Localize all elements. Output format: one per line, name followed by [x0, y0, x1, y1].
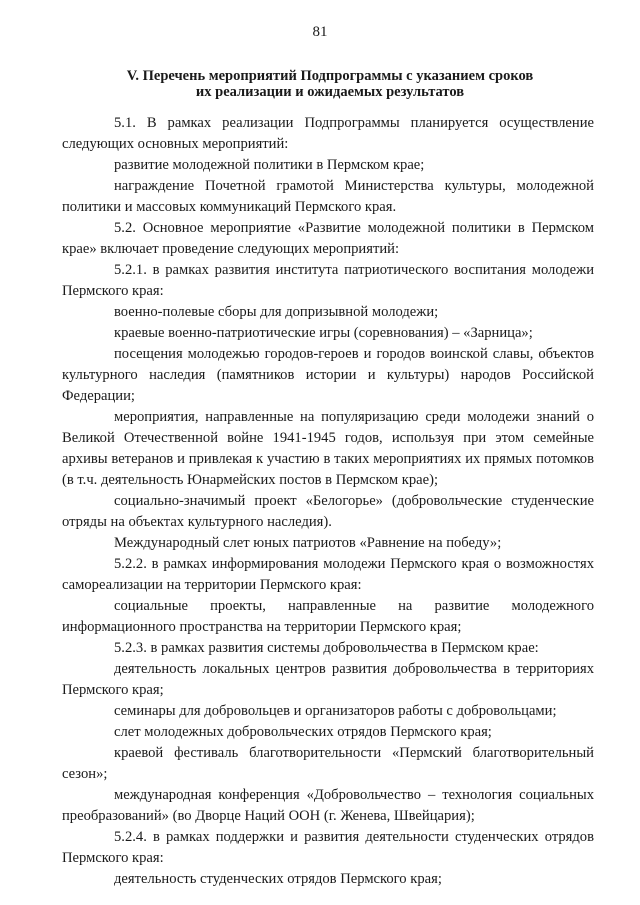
paragraph: 5.2.2. в рамках информирования молодежи Пермского края о возможностях самореализации на территории Пермского края:: [62, 556, 594, 593]
paragraph: 5.1. В рамках реализации Подпрограммы планируется осуществление следующих основных мероприятий:: [62, 115, 594, 152]
paragraph: 5.2.3. в рамках развития системы добровольчества в Пермском крае:: [114, 640, 539, 656]
paragraph: деятельность студенческих отрядов Пермского края;: [114, 871, 442, 887]
document-body: [62, 113, 594, 890]
page-number: 81: [312, 24, 328, 40]
section-heading-line-2: их реализации и ожидаемых результатов: [195, 84, 465, 100]
paragraph: посещения молодежью городов-героев и городов воинской славы, объектов культурного наследия (памятников истории и культуры) народов Российской Федерации;: [62, 346, 594, 404]
paragraph: военно-полевые сборы для допризывной молодежи;: [114, 304, 439, 320]
paragraph: международная конференция «Добровольчество – технология социальных преобразований» (во Дворце Наций ООН (г. Женева, Швейцария);: [62, 787, 594, 824]
paragraph: социально-значимый проект «Белогорье» (добровольческие студенческие отряды на объектах культурного наследия).: [62, 493, 594, 530]
paragraph: развитие молодежной политики в Пермском крае;: [114, 157, 425, 173]
paragraph: слет молодежных добровольческих отрядов Пермского края;: [114, 724, 492, 740]
section-heading: [70, 68, 590, 100]
section-heading-line-1: V. Перечень мероприятий Подпрограммы с указанием сроков: [126, 68, 534, 84]
paragraph: мероприятия, направленные на популяризацию среди молодежи знаний о Великой Отечественной войне 1941-1945 годов, используя при этом семейные архивы ветеранов и привлекая к участию в таких мероприятиях их прямых потомков (в т.ч. деятельность Юнармейских постов в Пермском крае);: [62, 409, 594, 488]
paragraph: краевой фестиваль благотворительности «Пермский благотворительный сезон»;: [62, 745, 594, 782]
paragraph: Международный слет юных патриотов «Равнение на победу»;: [114, 535, 502, 551]
paragraph: краевые военно-патриотические игры (соревнования) – «Зарница»;: [114, 325, 533, 341]
paragraph: деятельность локальных центров развития добровольчества в территориях Пермского края;: [62, 661, 594, 698]
paragraph: награждение Почетной грамотой Министерства культуры, молодежной политики и массовых коммуникаций Пермского края.: [62, 178, 594, 215]
paragraph: семинары для добровольцев и организаторов работы с добровольцами;: [114, 703, 557, 719]
paragraph: социальные проекты, направленные на развитие молодежного информационного пространства на территории Пермского края;: [62, 598, 594, 635]
paragraph: 5.2. Основное мероприятие «Развитие молодежной политики в Пермском крае» включает проведение следующих мероприятий:: [62, 220, 594, 257]
paragraph: 5.2.4. в рамках поддержки и развития деятельности студенческих отрядов Пермского края:: [62, 829, 594, 866]
paragraph: 5.2.1. в рамках развития института патриотического воспитания молодежи Пермского края:: [62, 262, 594, 299]
